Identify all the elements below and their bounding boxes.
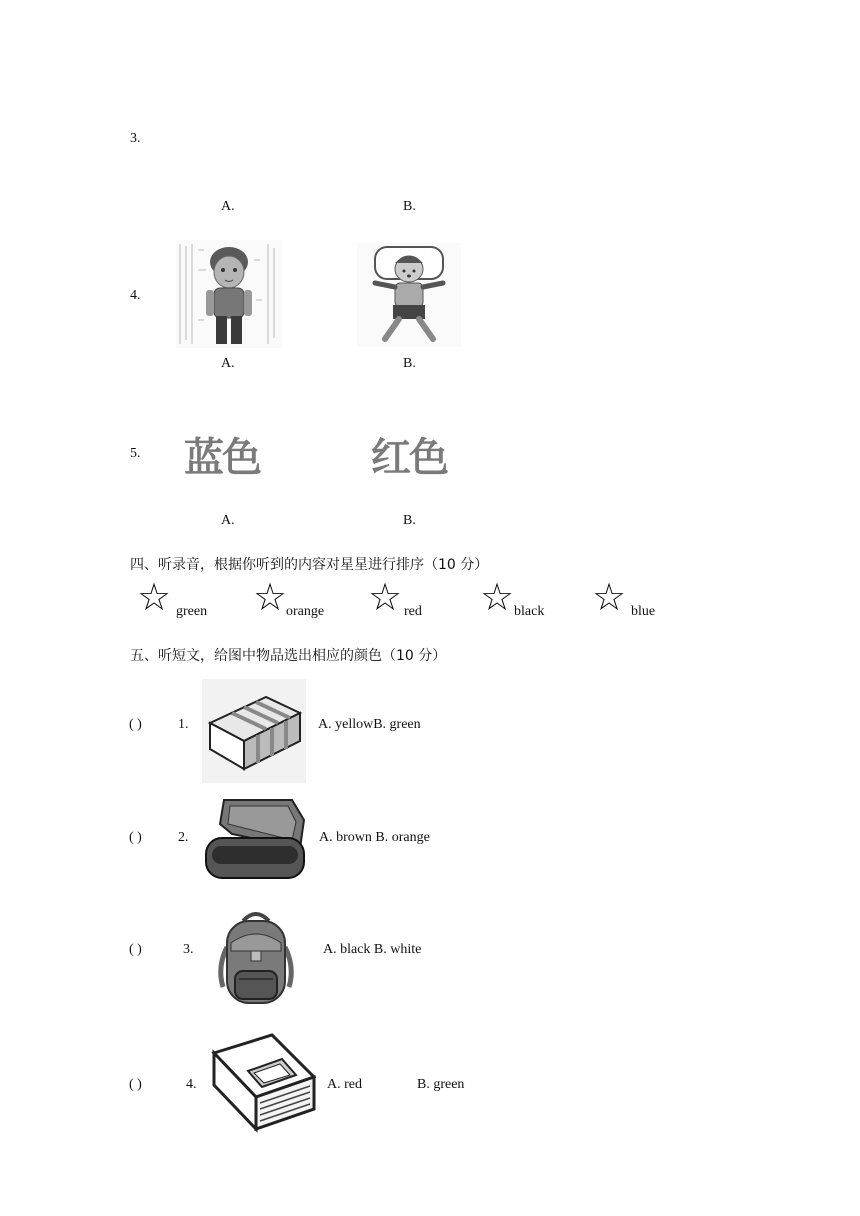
star-label-black: black [514,604,545,619]
item-4-option-a: A. red [327,1077,362,1092]
q3-option-b-label: B. [403,199,416,214]
q5-option-b-text: 红色 [371,435,447,481]
book-icon [210,1031,316,1135]
star-outline-icon: ☆ [592,575,627,619]
backpack-icon [213,907,299,1009]
answer-paren[interactable]: ( ) [129,830,142,845]
q5-option-a-label: A. [221,513,235,528]
item-1-options: A. yellowB. green [318,717,421,732]
section-4-title: 四、听录音，根据你听到的内容对星星进行排序（10 分） [130,557,489,573]
eraser-icon [202,679,306,783]
answer-paren[interactable]: ( ) [129,717,142,732]
item-3-options: A. black B. white [323,942,422,957]
star-outline-icon: ☆ [480,575,515,619]
answer-paren[interactable]: ( ) [129,1077,142,1092]
item-number: 2. [178,830,189,845]
star-outline-icon: ☆ [368,575,403,619]
star-outline-icon: ☆ [137,575,172,619]
star-outline-icon: ☆ [253,575,288,619]
q3-option-a-label: A. [221,199,235,214]
q4-option-a-label: A. [221,356,235,371]
star-label-blue: blue [631,604,656,619]
q4-number: 4. [130,288,141,303]
star-label-red: red [404,604,422,619]
item-number: 1. [178,717,189,732]
item-4-option-b: B. green [417,1077,465,1092]
q4-option-b-label: B. [403,356,416,371]
item-number: 4. [186,1077,197,1092]
q5-number: 5. [130,446,141,461]
sleeping-boy-icon [357,243,461,347]
item-number: 3. [183,942,194,957]
star-label-green: green [176,604,208,619]
pencil-case-icon [202,794,308,888]
star-label-orange: orange [286,604,325,619]
q5-option-b-label: B. [403,513,416,528]
q3-number: 3. [130,131,141,146]
answer-paren[interactable]: ( ) [129,942,142,957]
section-5-title: 五、听短文，给图中物品选出相应的颜色（10 分） [130,648,447,664]
q5-option-a-text: 蓝色 [184,435,260,481]
item-2-options: A. brown B. orange [319,830,430,845]
standing-boy-icon [176,240,282,348]
